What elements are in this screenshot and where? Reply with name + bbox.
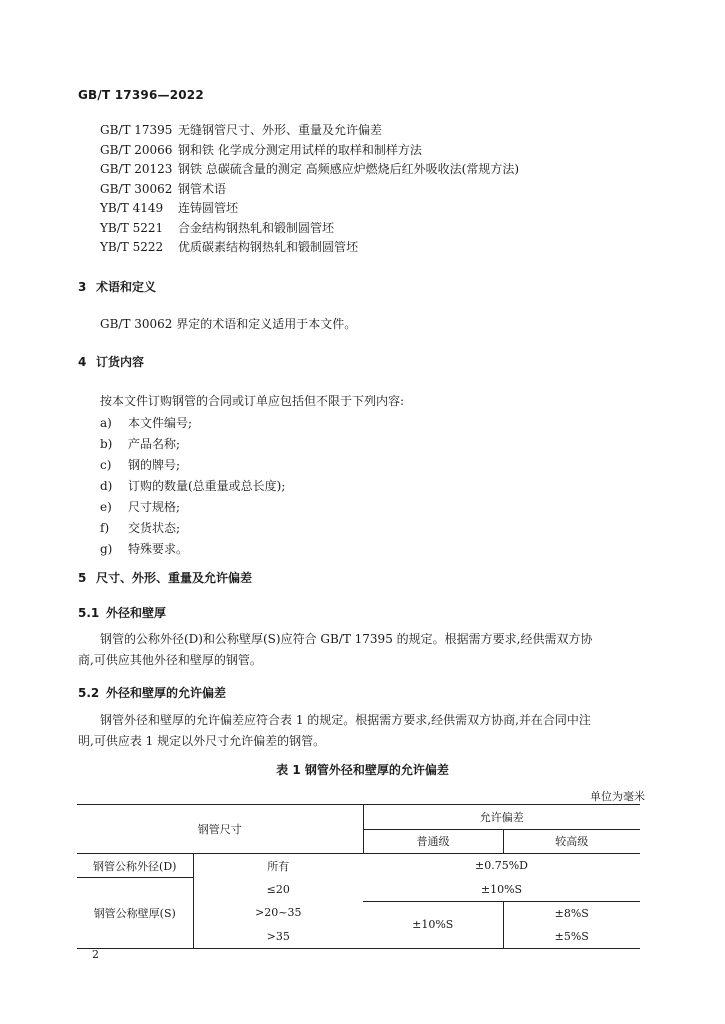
section-number: 3 — [78, 280, 87, 294]
list-item — [100, 497, 285, 518]
reference-code: YB/T 5221 — [100, 220, 164, 235]
reference-title: 钢管术语 — [178, 181, 227, 196]
reference-item — [100, 160, 519, 180]
list-marker: g) — [100, 542, 113, 556]
section-5-2-line-2: 明,可供应表 1 规定以外尺寸允许偏差的钢管。 — [78, 734, 326, 748]
list-marker: f) — [100, 521, 110, 535]
section-number: 4 — [78, 355, 87, 369]
reference-item — [100, 180, 519, 200]
section-5-2-line-1: 钢管外径和壁厚的允许偏差应符合表 1 的规定。根据需方要求,经供需双方协商,并在合同中注 — [100, 713, 591, 727]
reference-title: 钢和铁 化学成分测定用试样的取样和制样方法 — [178, 142, 422, 157]
list-text: 尺寸规格; — [128, 500, 181, 514]
reference-code: YB/T 5222 — [100, 240, 164, 254]
list-item — [100, 539, 285, 560]
reference-title: 优质碳素结构钢热轧和锻制圆管坯 — [178, 240, 359, 254]
list-item — [100, 455, 285, 476]
header-normal-grade: 普通级 — [363, 829, 503, 854]
section-title: 外径和壁厚 — [106, 606, 167, 620]
order-content-list — [100, 413, 285, 560]
list-text: 特殊要求。 — [128, 542, 189, 556]
reference-title: 无缝钢管尺寸、外形、重量及允许偏差 — [178, 123, 383, 137]
list-marker: c) — [100, 458, 112, 472]
section-title: 尺寸、外形、重量及允许偏差 — [96, 571, 253, 585]
reference-code: YB/T 4149 — [100, 201, 164, 215]
header-tolerance: 允许偏差 — [363, 805, 640, 830]
row-wt-range-2: >20~35 — [255, 906, 302, 920]
list-item — [100, 476, 285, 497]
reference-title: 合金结构钢热轧和锻制圆管坯 — [178, 220, 335, 235]
section-3-heading — [78, 278, 156, 295]
section-5-heading — [78, 569, 252, 586]
table-unit: 单位为毫米 — [590, 790, 645, 803]
row-wt-label: 钢管公称壁厚(S) — [77, 878, 193, 949]
list-item — [100, 434, 285, 455]
section-title: 订货内容 — [96, 355, 145, 369]
reference-item — [100, 238, 519, 258]
row-wt-range-3: >35 — [193, 925, 363, 949]
section-5-1-line-1: 钢管的公称外径(D)和公称壁厚(S)应符合 GB/T 17395 的规定。根据需方要求,经供需双方协 — [100, 632, 593, 646]
row-wt-range-1: ≤20 — [266, 882, 290, 896]
page-number: 2 — [92, 948, 99, 961]
header-size: 钢管尺寸 — [77, 805, 363, 854]
section-number: 5.1 — [78, 606, 100, 620]
list-text: 交货状态; — [128, 521, 181, 535]
list-text: 产品名称; — [128, 437, 181, 451]
section-5-2-heading — [78, 684, 226, 701]
row-od-label: 钢管公称外径(D) — [77, 854, 193, 878]
section-5-1-heading — [78, 604, 166, 621]
reference-code: GB/T 20123 — [100, 162, 173, 176]
row-wt-high-3: ±5%S — [503, 925, 640, 949]
tolerance-table — [77, 804, 640, 949]
section-4-heading — [78, 353, 144, 370]
row-wt-high-2: ±8%S — [503, 901, 640, 925]
reference-code: GB/T 17395 — [100, 123, 173, 137]
reference-item — [100, 219, 519, 239]
section-title: 外径和壁厚的允许偏差 — [106, 686, 227, 700]
row-od-range: 所有 — [267, 859, 290, 873]
row-wt-normal: ±10%S — [363, 901, 503, 948]
reference-code: GB/T 30062 — [100, 181, 173, 196]
reference-item — [100, 199, 519, 219]
list-marker: a) — [100, 416, 112, 430]
list-text: 本文件编号; — [128, 416, 193, 430]
list-item — [100, 518, 285, 539]
reference-title: 钢铁 总碳硫含量的测定 高频感应炉燃烧后红外吸收法(常规方法) — [178, 162, 519, 176]
section-3-text: GB/T 30062 界定的术语和定义适用于本文件。 — [100, 317, 357, 331]
list-text: 钢的牌号; — [128, 458, 181, 472]
list-marker: b) — [100, 437, 113, 451]
section-title: 术语和定义 — [96, 280, 157, 294]
list-marker: e) — [100, 500, 112, 514]
reference-item — [100, 141, 519, 161]
list-text: 订购的数量(总重量或总长度); — [128, 479, 286, 493]
row-wt-tolerance-1: ±10%S — [480, 882, 523, 896]
row-od-tolerance: ±0.75%D — [475, 859, 528, 873]
list-marker: d) — [100, 479, 113, 493]
table-caption: 表 1 钢管外径和壁厚的允许偏差 — [276, 763, 449, 777]
reference-item — [100, 121, 519, 141]
reference-title: 连铸圆管坯 — [178, 201, 239, 215]
section-5-1-line-2: 商,可供应其他外径和壁厚的钢管。 — [78, 653, 262, 667]
standard-code: GB/T 17396—2022 — [78, 88, 204, 102]
reference-code: GB/T 20066 — [100, 142, 173, 157]
section-number: 5 — [78, 571, 87, 585]
header-high-grade: 较高级 — [503, 829, 640, 854]
section-number: 5.2 — [78, 686, 100, 700]
section-4-intro: 按本文件订购钢管的合同或订单应包括但不限于下列内容: — [100, 394, 405, 408]
list-item — [100, 413, 285, 434]
normative-references-list — [100, 121, 519, 258]
